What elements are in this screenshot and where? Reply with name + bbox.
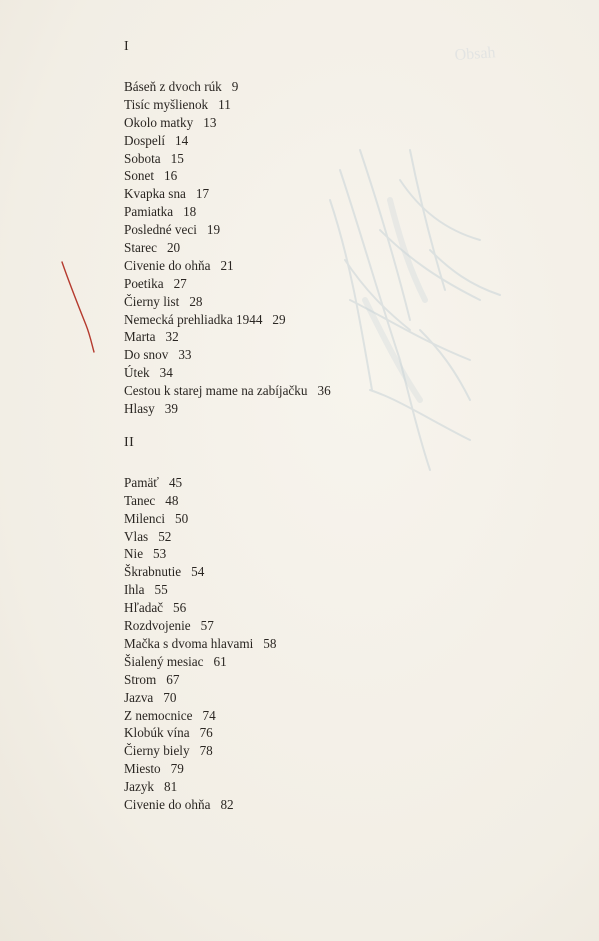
toc-entry [124, 203, 424, 221]
toc-entry [124, 689, 424, 707]
entry-page-number: 48 [165, 492, 179, 508]
entry-page-number: 34 [159, 365, 173, 381]
entry-page-number: 17 [195, 186, 210, 202]
entry-title: Tisíc myšlienok [124, 96, 209, 112]
entry-title: Rozdvojenie [124, 618, 191, 634]
toc-entry [124, 796, 424, 814]
entry-title: Do snov [124, 347, 169, 363]
entry-page-number: 19 [206, 222, 221, 238]
entry-title: Cestou k starej mame na zabíjačku [124, 383, 308, 399]
entry-title: Škrabnutie [124, 564, 182, 580]
entry-page-number: 28 [189, 293, 203, 309]
entry-title: Mačka s dvoma hlavami [124, 635, 254, 651]
entry-title: Okolo matky [124, 114, 194, 130]
toc-entry [124, 346, 424, 364]
entry-title: Z nemocnice [124, 707, 193, 723]
entry-title: Dospelí [124, 132, 166, 148]
entry-title: Tanec [124, 492, 156, 508]
entry-page-number: 16 [164, 168, 178, 184]
toc-entry [124, 778, 424, 796]
toc-entry [124, 635, 424, 653]
entry-title: Nie [124, 546, 144, 562]
entry-title: Sobota [124, 150, 161, 166]
toc-entry [124, 671, 424, 689]
entry-title: Čierny biely [124, 743, 190, 759]
toc-entry [124, 328, 424, 346]
toc-entry [124, 293, 424, 311]
toc-entry [124, 382, 424, 400]
toc-entry [124, 400, 424, 418]
toc-entry [124, 545, 424, 563]
entry-page-number: 27 [173, 275, 187, 291]
toc-entry [124, 653, 424, 671]
toc-entry [124, 724, 424, 742]
toc-entry [124, 707, 424, 725]
entry-title: Marta [124, 329, 156, 345]
entry-title: Vlas [124, 528, 149, 544]
toc-entry [124, 474, 424, 492]
entry-page-number: 70 [163, 689, 177, 705]
toc-entry [124, 528, 424, 546]
toc-entry [124, 760, 424, 778]
toc-entry [124, 563, 424, 581]
section-2-entries [124, 474, 424, 814]
entry-title: Hlasy [124, 401, 155, 417]
toc-entry [124, 275, 424, 293]
entry-title: Šialený mesiac [124, 653, 204, 669]
entry-page-number: 20 [166, 240, 181, 256]
entry-title: Klobúk vína [124, 725, 190, 741]
entry-page-number: 79 [170, 761, 184, 777]
entry-page-number: 36 [317, 383, 331, 399]
toc-entry [124, 311, 424, 329]
table-of-contents [124, 38, 424, 814]
entry-page-number: 39 [164, 401, 178, 417]
toc-entry [124, 185, 424, 203]
entry-title: Starec [124, 240, 157, 256]
toc-entry [124, 221, 424, 239]
toc-entry [124, 78, 424, 96]
section-1-entries [124, 78, 424, 418]
entry-page-number: 67 [166, 671, 180, 687]
toc-entry [124, 257, 424, 275]
toc-entry [124, 581, 424, 599]
entry-title: Strom [124, 671, 157, 687]
entry-page-number: 53 [153, 546, 167, 562]
toc-entry [124, 510, 424, 528]
entry-page-number: 61 [213, 653, 227, 669]
entry-title: Hľadač [124, 600, 164, 616]
entry-page-number: 81 [164, 779, 178, 795]
toc-entry [124, 150, 424, 168]
section-heading-1: I [124, 39, 130, 54]
entry-title: Útek [124, 365, 150, 381]
entry-title: Poetika [124, 275, 164, 291]
toc-entry [124, 114, 424, 132]
entry-title: Milenci [124, 510, 166, 526]
entry-title: Pamäť [124, 474, 159, 490]
entry-page-number: 45 [168, 474, 183, 490]
entry-page-number: 74 [202, 707, 216, 723]
svg-text:Obsah: Obsah [454, 44, 497, 64]
entry-title: Ihla [124, 582, 145, 598]
entry-page-number: 11 [218, 96, 231, 112]
entry-page-number: 15 [170, 150, 184, 166]
entry-page-number: 55 [154, 582, 168, 598]
entry-title: Báseň z dvoch rúk [124, 79, 222, 94]
entry-title: Civenie do ohňa [124, 257, 211, 273]
entry-page-number: 52 [158, 528, 172, 544]
entry-title: Čierny list [124, 293, 180, 309]
entry-page-number: 13 [203, 114, 217, 130]
toc-entry [124, 492, 424, 510]
entry-page-number: 56 [173, 600, 187, 616]
entry-title: Nemecká prehliadka 1944 [124, 311, 263, 327]
entry-title: Jazva [124, 689, 154, 705]
entry-page-number: 33 [178, 347, 192, 363]
entry-page-number: 18 [183, 204, 197, 220]
entry-page-number: 32 [165, 329, 179, 345]
toc-entry [124, 617, 424, 635]
entry-title: Sonet [124, 168, 155, 184]
entry-page-number: 14 [175, 132, 189, 148]
entry-page-number: 29 [272, 311, 286, 327]
entry-page-number: 57 [200, 618, 214, 634]
entry-page-number: 58 [263, 635, 277, 651]
entry-page-number: 78 [199, 743, 213, 759]
entry-page-number: 9 [231, 79, 239, 94]
entry-title: Posledné veci [124, 222, 197, 238]
entry-title: Pamiatka [124, 204, 174, 220]
entry-title: Civenie do ohňa [124, 796, 211, 812]
toc-entry [124, 167, 424, 185]
entry-page-number: 21 [220, 257, 234, 273]
entry-page-number: 54 [191, 564, 205, 580]
toc-entry [124, 364, 424, 382]
entry-title: Kvapka sna [124, 186, 186, 202]
entry-page-number: 76 [199, 725, 213, 741]
entry-title: Jazyk [124, 779, 155, 795]
entry-page-number: 82 [220, 796, 234, 812]
entry-page-number: 50 [175, 510, 189, 526]
toc-entry [124, 599, 424, 617]
toc-entry [124, 742, 424, 760]
toc-entry [124, 239, 424, 257]
section-heading-2: II [124, 434, 135, 450]
toc-entry [124, 96, 424, 114]
entry-title: Miesto [124, 761, 161, 777]
toc-entry [124, 132, 424, 150]
